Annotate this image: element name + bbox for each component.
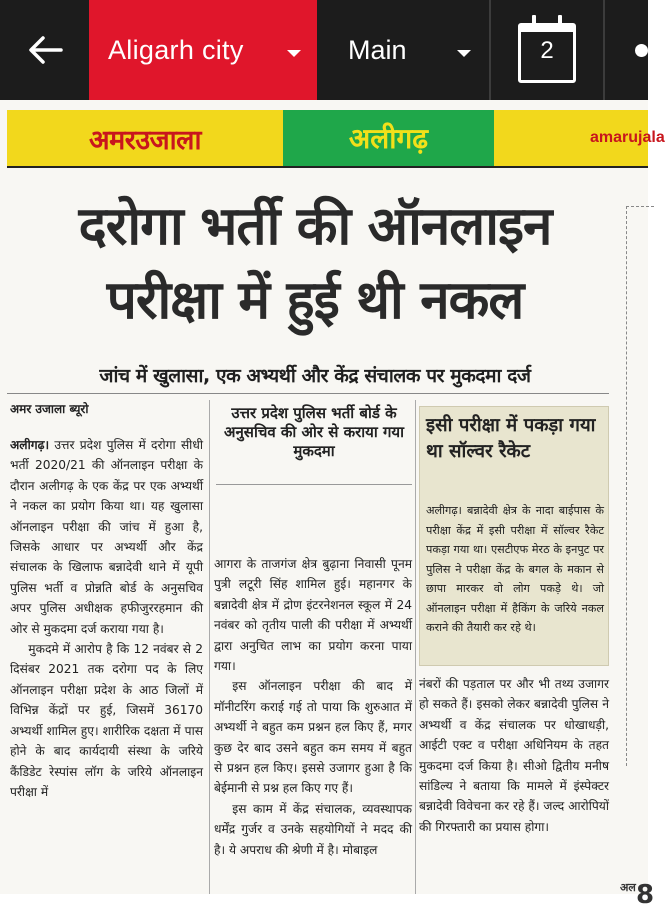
article-column-2	[214, 554, 412, 860]
masthead	[7, 110, 665, 166]
newspaper-logo: अमरउजाला	[89, 124, 201, 156]
more-menu-button[interactable]	[605, 0, 648, 100]
calendar-icon	[518, 23, 576, 83]
back-button[interactable]	[0, 0, 89, 100]
article-paragraph	[10, 435, 203, 639]
masthead-logo-block	[7, 110, 283, 166]
adjacent-story-text: अल	[620, 881, 636, 894]
article-headline	[0, 190, 630, 338]
chevron-down-icon	[287, 50, 301, 57]
masthead-url: amarujala	[590, 129, 665, 146]
page-calendar-button[interactable]	[491, 0, 603, 100]
subhead-rule	[7, 393, 609, 394]
sidebar-story-box	[419, 406, 609, 666]
article-paragraph: इस काम में केंद्र संचालक, व्यवस्थापक धर्मेंद्र गुर्जर व उनके सहयोगियों ने मदद की है। ये अपराध की श्रेणी में है। मोबाइल	[214, 801, 412, 857]
headline-line-2: परीक्षा में हुई थी नकल	[106, 270, 524, 331]
column-rule	[415, 400, 416, 894]
page-number: 2	[540, 37, 554, 64]
city-dropdown[interactable]	[89, 0, 317, 100]
epaper-page[interactable]	[0, 100, 665, 910]
masthead-city-block	[283, 110, 494, 166]
adjacent-story-edge	[614, 198, 655, 910]
edition-dropdown[interactable]	[317, 0, 489, 100]
article-subhead: जांच में खुलासा, एक अभ्यर्थी और केंद्र संचालक पर मुकदमा दर्ज	[99, 365, 531, 387]
chevron-down-icon	[457, 50, 471, 57]
app-bar	[0, 0, 648, 100]
back-arrow-icon	[27, 34, 63, 66]
masthead-rule	[7, 166, 648, 168]
sidebar-story-title: इसी परीक्षा में पकड़ा गया था सॉल्वर रैकेट	[426, 415, 596, 462]
article-column-3	[419, 674, 609, 837]
paragraph-text: उत्तर प्रदेश पुलिस में दरोगा सीधी भर्ती 2020/21 की ऑनलाइन परीक्षा के दौरान अलीगढ़ के एक केंद्र पर एक अभ्यर्थी ने नकल का प्रयोग किया था। यह खुलासा ऑनलाइन परीक्षा की जांच में हुआ है, जिसके आधार पर अभ्यर्थी और केंद्र संचालक के खिलाफ बन्नादेवी थाने में यूपी पुलिस भर्ती व प्रोन्नति बोर्ड के अनुसचिव अपर पुलिस अधीक्षक हफीजुररहमान की ओर से मुकदमा दर्ज कराया गया है।	[10, 438, 203, 636]
headline-line-1: दरोगा भर्ती की ऑनलाइन	[78, 196, 552, 257]
sidebar-story-body: अलीगढ़। बन्नादेवी क्षेत्र के नादा बाईपास के परीक्षा केंद्र में इसी परीक्षा में सॉल्वर रैकेट पकड़ा गया था। एसटीएफ मेरठ के इनपुट पर पुलिस ने परीक्षा केंद्र के बगल के मकान से छापा मारकर वो लोग पकड़े थे। जो ऑनलाइन परीक्षा में हैकिंग के जरिये नकल कराने की तैयारी कर रहे थे।	[426, 504, 604, 634]
masthead-city: अलीगढ़	[348, 122, 429, 155]
byline: अमर उजाला ब्यूरो	[10, 402, 89, 416]
article-column-1	[10, 435, 203, 802]
adjacent-story-number: 8	[636, 880, 655, 910]
masthead-url-block	[494, 110, 665, 166]
article-paragraph: नंबरों की पड़ताल पर और भी तथ्य उजागर हो सकते हैं। इसको लेकर बन्नादेवी पुलिस ने अभ्यर्थी व केंद्र संचालक पर धोखाधड़ी, आईटी एक्ट व परीक्षा अधिनियम के तहत मुकदमा दर्ज किया है। सीओ द्वितीय मनीष सांडिल्य ने बताया कि मामले में इंस्पेक्टर बन्नादेवी विवेचना कर रहे हैं। जल्द आरोपियों की गिरफ्तारी का प्रयास होगा।	[419, 677, 609, 834]
kicker: उत्तर प्रदेश पुलिस भर्ती बोर्ड के अनुसचिव की ओर से कराया गया मुकदमा	[224, 404, 404, 460]
adjacent-story-border	[626, 206, 654, 766]
edition-dropdown-label: Main	[348, 34, 407, 65]
article-paragraph: इस ऑनलाइन परीक्षा की बाद में मॉनीटरिंग कराई गई तो पाया कि शुरुआत में अभ्यर्थी ने बहुत कम प्रश्नन हल किए हैं, मगर कुछ देर बाद उसने बहुत कम समय में बहुत से प्रश्नन हल किए। इससे उजागर हुआ है कि बेईमानी से प्रश्न हल किए गए हैं।	[214, 679, 412, 796]
city-dropdown-label: Aligarh city	[108, 34, 244, 65]
kicker-rule	[216, 484, 412, 485]
column-rule	[209, 400, 210, 894]
article-paragraph: मुकदमे में आरोप है कि 12 नवंबर से 2 दिसंबर 2021 तक दरोगा पद के लिए ऑनलाइन परीक्षा प्रदेश के आठ जिलों में विभिन्न केंद्रों पर हुई, जिसमें 36170 अभ्यर्थी शामिल हुए। शारीरिक दक्षता में पास होने के बाद कार्यदायी संस्था के जरिये कैंडिडेट रेस्पांस लॉग के जरिये ऑनलाइन परीक्षा में	[10, 642, 203, 799]
article-paragraph: आगरा के ताजगंज क्षेत्र बुढ़ाना निवासी पूनम पुत्री लटूरी सिंह शामिल हुई। महानगर के बन्नादेवी क्षेत्र में द्रोण इंटरनेशनल स्कूल में 24 नवंबर को तृतीय पाली की परीक्षा में अभ्यर्थी द्वारा अनुचित लाभ का प्रयोग करना पाया गया।	[214, 557, 412, 674]
dateline: अलीगढ़।	[10, 438, 50, 452]
